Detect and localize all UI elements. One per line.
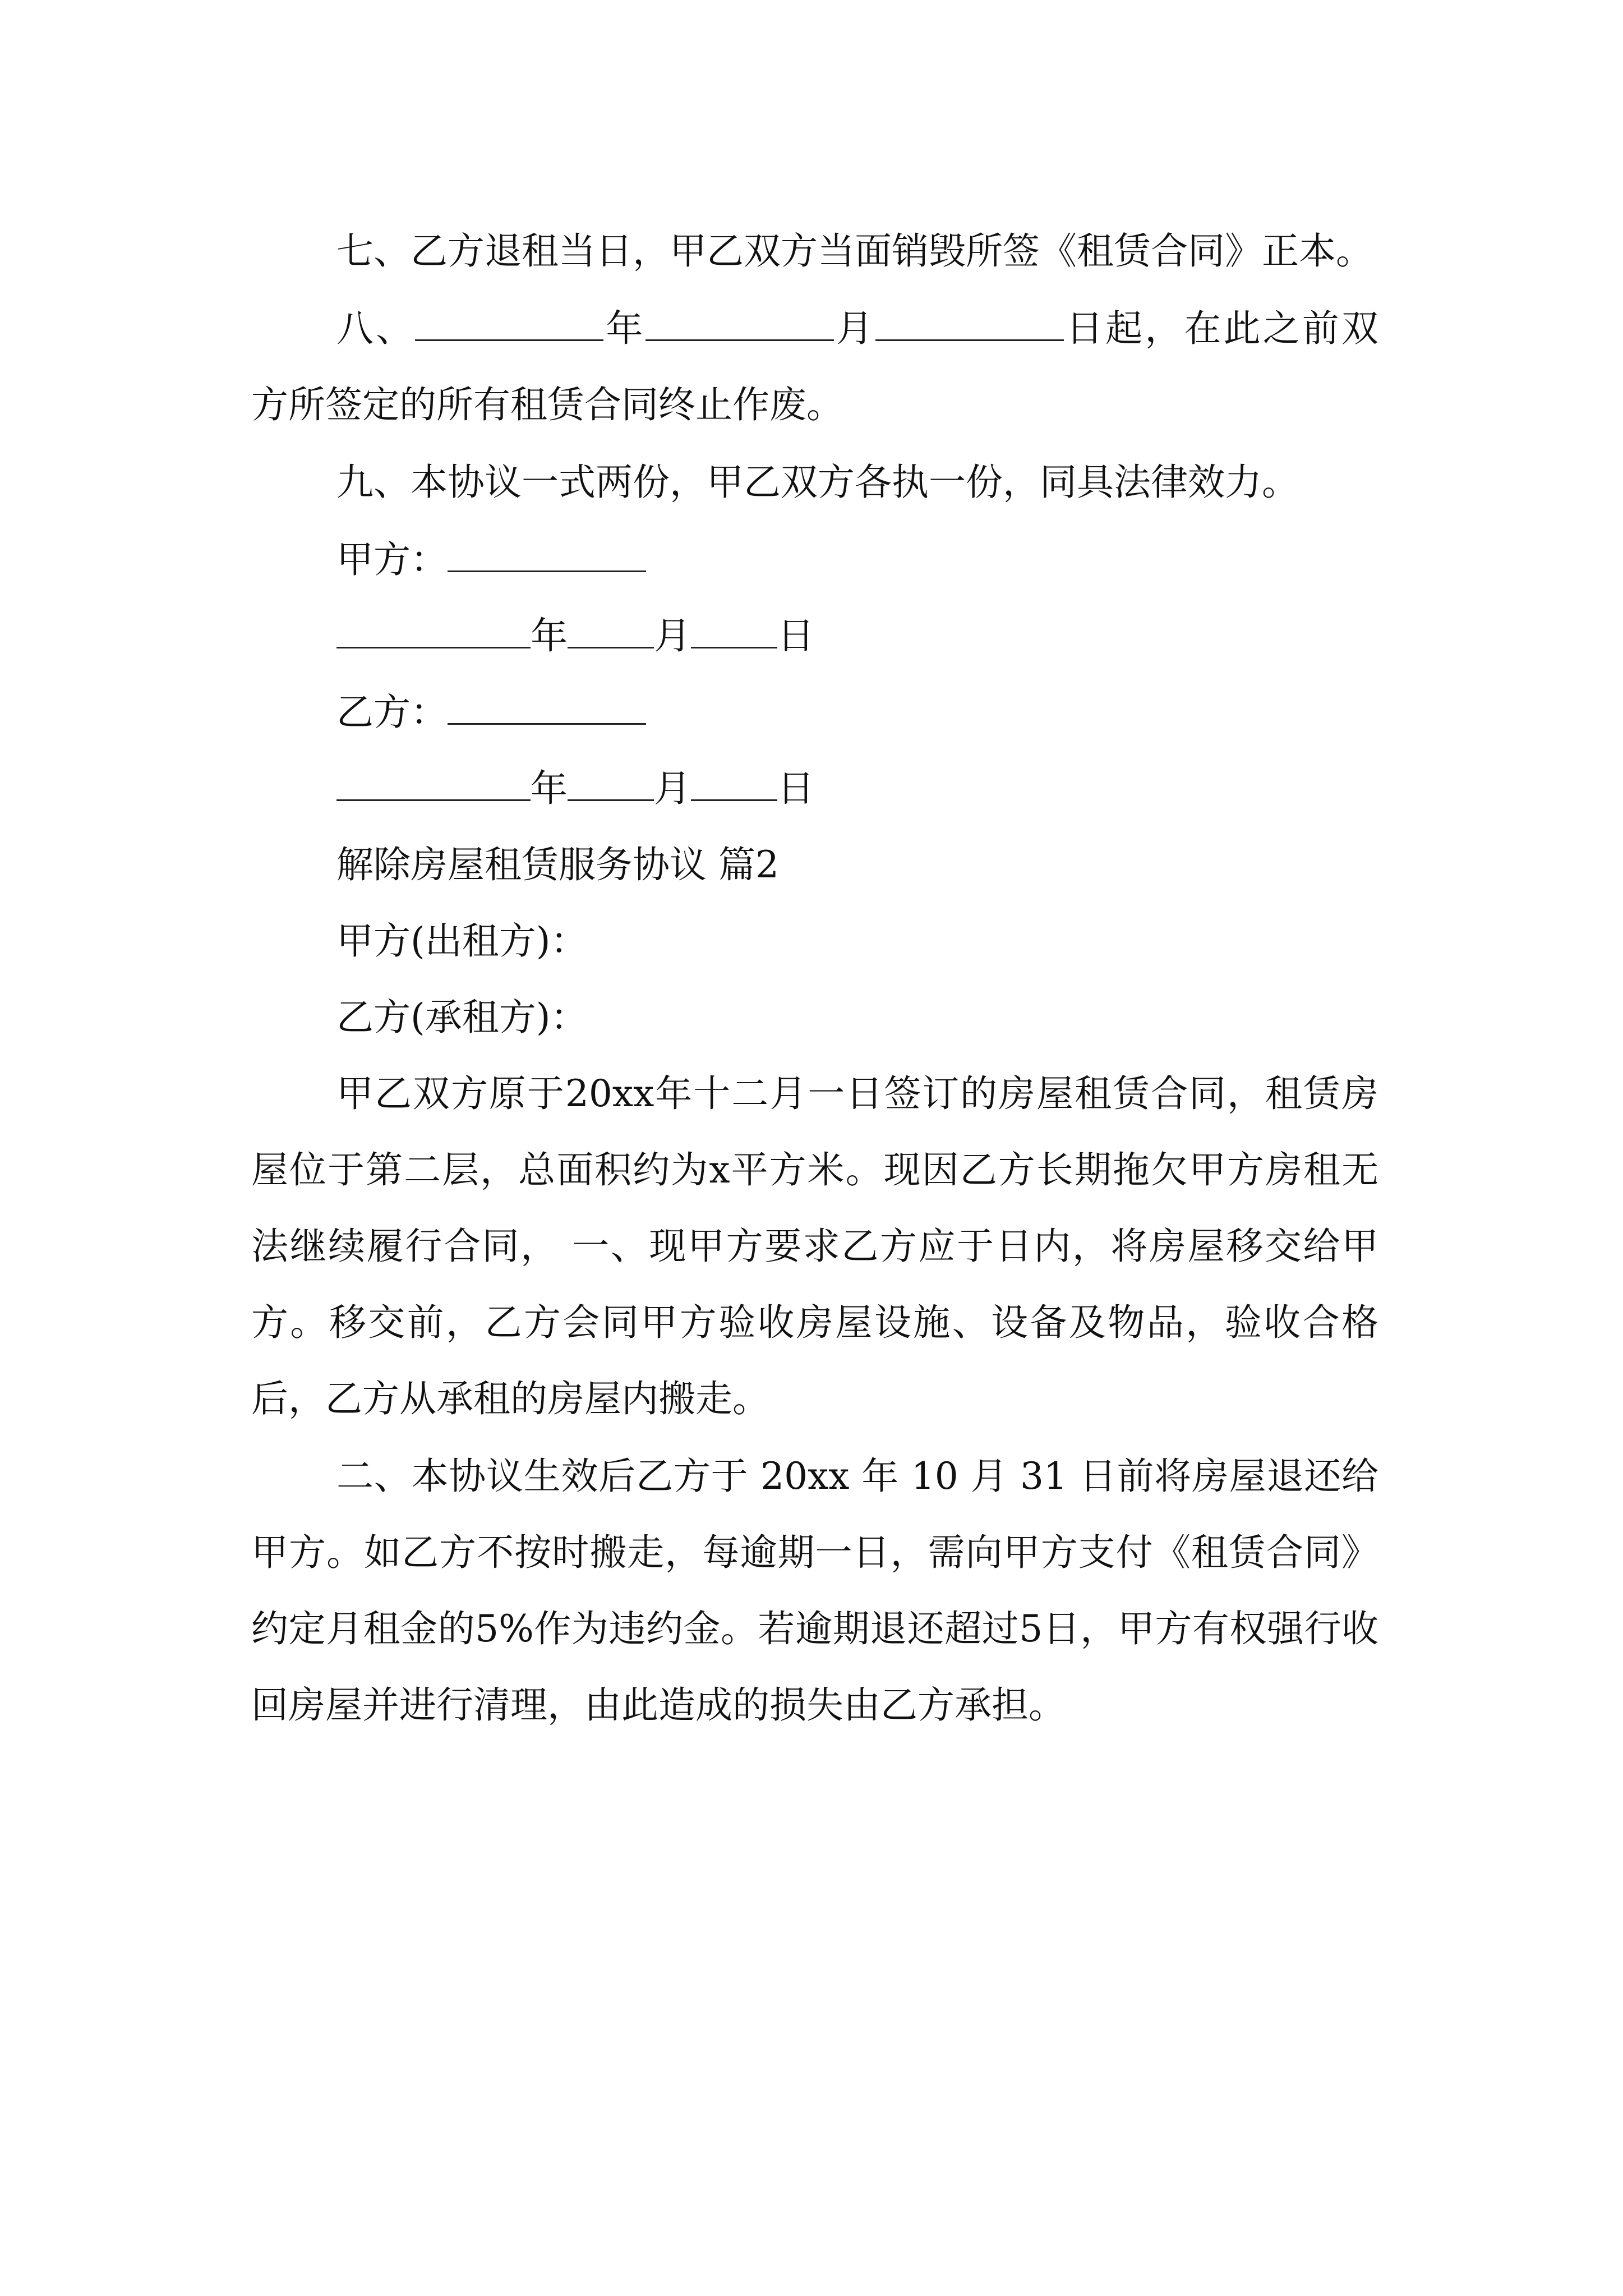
signature-party-b bbox=[251, 674, 1378, 751]
clause-eight-month-label: 月 bbox=[833, 307, 875, 350]
date-day-label: 日 bbox=[777, 767, 814, 810]
date-month-label: 月 bbox=[654, 767, 691, 810]
date-month-blank bbox=[568, 615, 654, 648]
blank-day-field bbox=[875, 308, 1064, 341]
date-day-label: 日 bbox=[777, 614, 814, 657]
signature-party-a bbox=[251, 522, 1378, 598]
signature-party-a-label: 甲方： bbox=[336, 538, 448, 581]
document-body bbox=[251, 213, 1378, 1745]
signature-party-a-date bbox=[251, 598, 1378, 674]
date-month-blank bbox=[568, 768, 654, 801]
agreement-paragraph: 甲乙双方原于20xx年十二月一日签订的房屋租赁合同，租赁房屋位于第二层，总面积约为x平方米。现因乙方长期拖欠甲方房租无法继续履行合同， 一、现甲方要求乙方应于日内，将房屋移交给甲方。移交前，乙方会同甲方验收房屋设施、设备及物品，验收合格后，乙方从承租的房屋内搬走。 bbox=[251, 1072, 1378, 1420]
blank-month-field bbox=[645, 308, 834, 341]
clause-eight bbox=[251, 291, 1378, 443]
date-day-blank bbox=[691, 615, 777, 648]
date-day-blank bbox=[691, 768, 777, 801]
party-b-line: 乙方(承租方)： bbox=[336, 996, 588, 1039]
signature-party-b-blank bbox=[448, 692, 646, 725]
clause-eight-prefix: 八、 bbox=[336, 307, 416, 350]
clause-nine: 九、本协议一式两份，甲乙双方各执一份，同具法律效力。 bbox=[336, 461, 1299, 504]
date-month-label: 月 bbox=[654, 614, 691, 657]
date-year-blank bbox=[336, 615, 531, 648]
signature-party-b-date bbox=[251, 751, 1378, 827]
date-year-label: 年 bbox=[531, 614, 568, 657]
party-a-line: 甲方(出租方)： bbox=[336, 919, 588, 963]
clause-eight-year-label: 年 bbox=[603, 307, 645, 350]
clause-two: 二、本协议生效后乙方于 20xx 年 10 月 31 日前将房屋退还给甲方。如乙方不按时搬走，每逾期一日，需向甲方支付《租赁合同》约定月租金的5%作为违约金。若逾期退还超过5日，甲方有权强行收回房屋并进行清理，由此造成的损失由乙方承担。 bbox=[251, 1455, 1378, 1727]
clause-seven: 七、乙方退租当日，甲乙双方当面销毁所签《租赁合同》正本。 bbox=[336, 229, 1373, 273]
signature-party-b-label: 乙方： bbox=[336, 691, 448, 734]
date-year-label: 年 bbox=[531, 767, 568, 810]
signature-party-a-blank bbox=[448, 539, 646, 572]
date-year-blank bbox=[336, 768, 531, 801]
blank-year-field bbox=[415, 308, 603, 341]
section-title: 解除房屋租赁服务协议 篇2 bbox=[336, 843, 779, 886]
clause-eight-suffix: 日起，在此之前双方所签定的所有租赁合同终止作废。 bbox=[251, 307, 1379, 426]
